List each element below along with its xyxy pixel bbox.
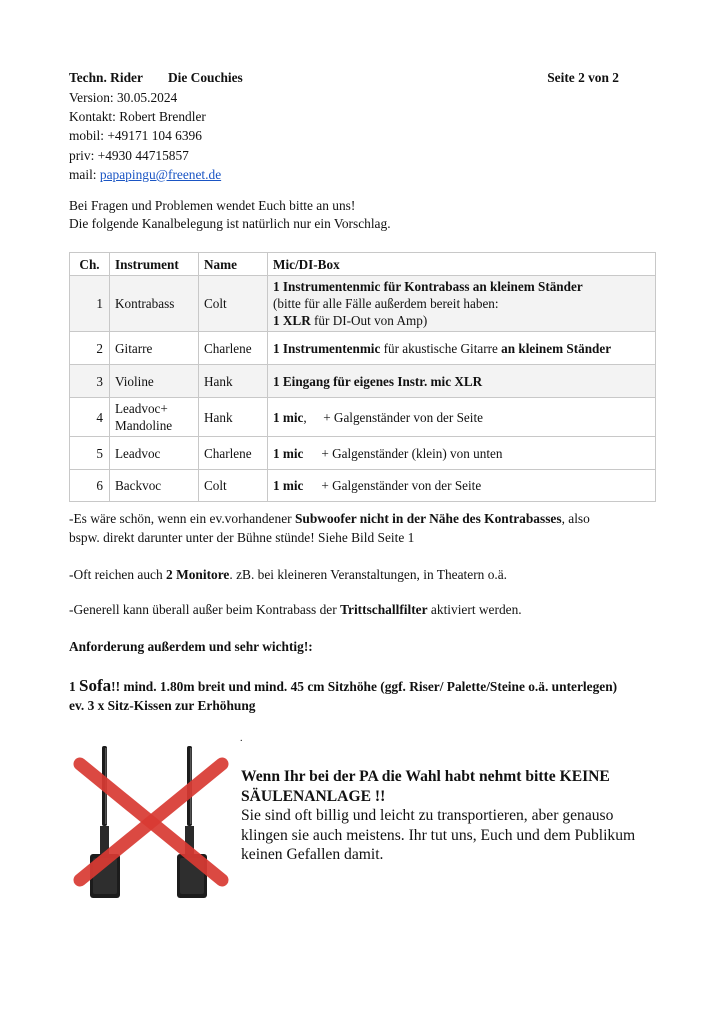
header: [69, 70, 629, 88]
mic-text-bold: 1 Eingang für eigenes Instr. mic XLR: [273, 373, 483, 389]
header-mic: Mic/DI-Box: [268, 253, 656, 276]
mic-text: für akustische Gitarre: [380, 340, 502, 356]
note-text: . zB. bei kleineren Veranstaltungen, in Theatern o.ä.: [229, 567, 508, 582]
requirement-heading: Anforderung außerdem und sehr wichtig!:: [69, 639, 313, 654]
cell-name: Charlene: [199, 437, 268, 470]
intro-line-2: Die folgende Kanalbelegung ist natürlich nur ein Vorschlag.: [69, 215, 391, 231]
sofa-requirement: [69, 676, 659, 715]
cell-mic: [268, 470, 656, 502]
cell-ch: 4: [70, 398, 110, 437]
sofa-text: !! mind. 1.80m breit und mind. 45 cm Sitzhöhe (ggf. Riser/ Palette/Steine o.ä. unterlegen): [111, 679, 618, 694]
pa-body: Sie sind oft billig und leicht zu transportieren, aber genauso klingen sie auch meistens. Ihr tut uns, Euch und dem Publikum keinen Gefallen damit.: [241, 807, 636, 863]
page-number: Seite 2 von 2: [547, 70, 619, 85]
cell-ch: 6: [70, 470, 110, 502]
mic-text-bold: 1 mic: [273, 409, 304, 425]
mail-line: [69, 165, 221, 184]
note-bold: 2 Monitore: [166, 567, 230, 582]
pa-warning: [241, 767, 661, 865]
header-instrument: Instrument: [110, 253, 199, 276]
note-text: aktiviert werden.: [427, 602, 522, 617]
sofa-prefix: 1: [69, 679, 80, 694]
note-bold: Subwoofer nicht in der Nähe des Kontrabasses: [294, 511, 562, 526]
channel-table: [69, 252, 656, 502]
cell-name: Hank: [199, 365, 268, 398]
cell-mic: [268, 437, 656, 470]
cell-mic: [268, 398, 656, 437]
mic-text-bold-2: an kleinem Ständer: [501, 340, 612, 356]
note-bold: Trittschallfilter: [340, 602, 428, 617]
cell-mic: [268, 332, 656, 365]
instrument-line-2: Mandoline: [115, 418, 173, 433]
note-text: -Es wäre schön, wenn ein ev.vorhandener: [69, 511, 295, 526]
cell-instrument: Leadvoc: [110, 437, 199, 470]
crossed-column-speakers-icon: [72, 742, 232, 902]
filter-note: [69, 600, 659, 619]
table-row: [70, 365, 656, 398]
cell-ch: 5: [70, 437, 110, 470]
cell-mic: [268, 276, 656, 332]
contact-person: Kontakt: Robert Brendler: [69, 109, 206, 125]
table-row: [70, 276, 656, 332]
mic-text: + Galgenständer von der Seite: [321, 478, 482, 493]
note-text: -Oft reichen auch: [69, 567, 167, 582]
mic-text-bold: 1 Instrumentenmic: [273, 340, 381, 356]
cell-mic: [268, 365, 656, 398]
sofa-word: Sofa: [79, 676, 112, 695]
table-row: [70, 398, 656, 437]
band-name: Die Couchies: [168, 70, 243, 85]
intro-text: [69, 197, 391, 232]
cell-ch: 2: [70, 332, 110, 365]
cell-instrument: [110, 398, 199, 437]
table-row: [70, 332, 656, 365]
mic-text-2: für DI-Out von Amp): [310, 313, 428, 328]
mic-text: (bitte für alle Fälle außerdem bereit haben:: [273, 296, 499, 311]
table-row: [70, 470, 656, 502]
version: Version: 30.05.2024: [69, 90, 178, 105]
mail-label: mail:: [69, 166, 100, 182]
cushions-text: ev. 3 x Sitz-Kissen zur Erhöhung: [69, 698, 256, 713]
note-text: -Generell kann überall außer beim Kontrabass der: [69, 602, 341, 617]
cell-ch: 1: [70, 276, 110, 332]
cell-ch: 3: [70, 365, 110, 398]
document-title: Techn. Rider: [69, 70, 143, 85]
table-row: [70, 437, 656, 470]
private-number: priv: +4930 44715857: [69, 147, 189, 163]
stray-dot: .: [240, 733, 243, 744]
mic-text-bold-2: 1 XLR: [273, 313, 311, 328]
cell-name: Colt: [199, 276, 268, 332]
pa-heading: Wenn Ihr bei der PA die Wahl habt nehmt bitte KEINE SÄULENANLAGE !!: [241, 768, 610, 805]
column-speaker-right-icon: [177, 746, 207, 898]
mic-text: , + Galgenständer von der Seite: [303, 409, 483, 425]
intro-line-1: Bei Fragen und Problemen wendet Euch bitte an uns!: [69, 198, 356, 213]
cell-instrument: Violine: [110, 365, 199, 398]
cell-instrument: Kontrabass: [110, 276, 199, 332]
cell-name: Hank: [199, 398, 268, 437]
red-cross-icon: [80, 764, 222, 880]
note-text: bspw. direkt darunter unter der Bühne stünde! Siehe Bild Seite 1: [69, 530, 415, 545]
contact-block: [69, 88, 221, 184]
mobile-number: mobil: +49171 104 6396: [69, 128, 202, 144]
table-header-row: [70, 253, 656, 276]
cell-instrument: Gitarre: [110, 332, 199, 365]
mic-text-bold: 1 Instrumentenmic für Kontrabass an kleinem Ständer: [273, 279, 583, 294]
cell-name: Charlene: [199, 332, 268, 365]
mic-text-bold: 1 mic: [273, 445, 304, 461]
cell-name: Colt: [199, 470, 268, 502]
instrument-line-1: Leadvoc+: [115, 401, 168, 416]
header-name: Name: [199, 253, 268, 276]
mail-link[interactable]: papapingu@freenet.de: [99, 166, 222, 182]
subwoofer-note: [69, 509, 659, 547]
mic-text: + Galgenständer (klein) von unten: [321, 445, 503, 461]
cell-instrument: Backvoc: [110, 470, 199, 502]
note-text: , also: [561, 511, 590, 526]
monitor-note: [69, 565, 659, 584]
mic-text-bold: 1 mic: [273, 478, 304, 493]
header-ch: Ch.: [70, 253, 110, 276]
